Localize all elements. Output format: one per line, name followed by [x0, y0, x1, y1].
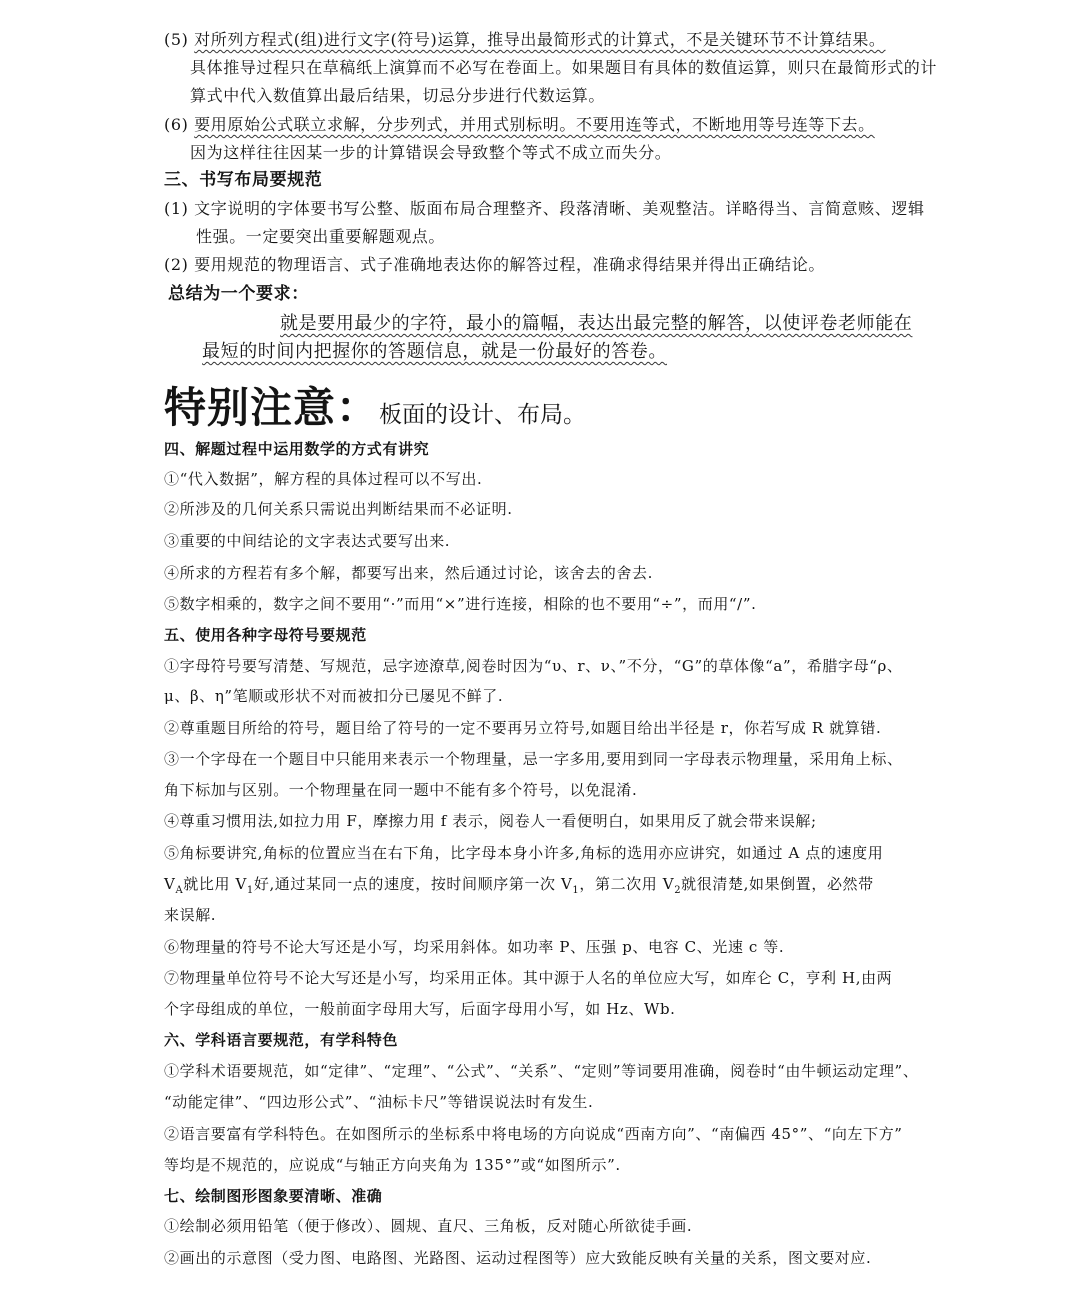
- section-6-line: ①学科术语要规范，如“定律”、“定理”、“公式”、“关系”、“定则”等词要用准确，阅卷时“由牛顿运动定理”、: [164, 1062, 919, 1080]
- section-7-heading: 七、绘制图形图象要清晰、准确: [164, 1187, 383, 1205]
- v-line-text: 就比用: [183, 875, 236, 893]
- section-3-item-2: [164, 255, 825, 275]
- section-3-item-1-text: 文字说明的字体要书写公整、版面布局合理整齐、段落清晰、美观整洁。详略得当、言简意赅、逻辑: [194, 199, 925, 218]
- section-3-item-1: [164, 199, 925, 219]
- summary-line-2: [202, 340, 667, 364]
- section-5-line: 来误解.: [164, 906, 217, 924]
- section-3-item-1-cont: 性强。一定要突出重要解题观点。: [196, 227, 446, 246]
- section-4-item: ②所涉及的几何关系只需说出判断结果而不必证明.: [164, 500, 513, 518]
- section-5-line: ④尊重习惯用法,如拉力用 F，摩擦力用 f 表示，阅卷人一看便明白，如果用反了就会带来误解;: [164, 812, 817, 830]
- section-7-line: ②画出的示意图（受力图、电路图、光路图、运动过程图等）应大致能反映有关量的关系，图文要对应.: [164, 1249, 872, 1267]
- item-6-detail: 因为这样往往因某一步的计算错误会导致整个等式不成立而失分。: [190, 143, 672, 162]
- v-line-text: ，第二次用: [579, 875, 663, 893]
- symbol-v: V: [164, 875, 176, 893]
- symbol-v: V: [662, 875, 675, 893]
- section-5-line: 角下标加与区别。一个物理量在同一题中不能有多个符号，以免混淆.: [164, 781, 638, 799]
- section-5-line: ⑦物理量单位符号不论大写还是小写，均采用正体。其中源于人名的单位应大写，如库仑 C，亨利 H,由两: [164, 969, 893, 987]
- section-5-line: ⑤角标要讲究,角标的位置应当在右下角，比字母本身小许多,角标的选用亦应讲究，如通过 A 点的速度用: [164, 844, 884, 862]
- summary-line-1: [280, 312, 912, 336]
- section-4-heading: 四、解题过程中运用数学的方式有讲究: [164, 440, 430, 458]
- section-6-line: “动能定律”、“四边形公式”、“油标卡尺”等错误说法时有发生.: [164, 1093, 594, 1111]
- section-3-heading: 三、书写布局要规范: [164, 170, 323, 190]
- item-5-detail-a: 具体推导过程只在草稿纸上演算而不必写在卷面上。如果题目有具体的数值运算，则只在最简形式的计: [190, 58, 938, 77]
- section-5-line: ⑥物理量的符号不论大写还是小写，均采用斜体。如功率 P、压强 p、电容 C、光速 c 等.: [164, 938, 785, 956]
- section-4-item: ①“代入数据”，解方程的具体过程可以不写出.: [164, 470, 483, 488]
- item-6-number: (6): [164, 115, 189, 134]
- item-6-text: 要用原始公式联立求解，分步列式，并用式别标明。不要用连等式，不断地用等号连等下去。: [194, 115, 875, 134]
- item-5-text: 对所列方程式(组)进行文字(符号)运算，推导出最简形式的计算式，不是关键环节不计算结果。: [194, 30, 886, 49]
- section-5-line: ①字母符号要写清楚、写规范，忌字迹潦草,阅卷时因为“υ、r、ν、”不分，“G”的草体像“a”，希腊字母“ρ、: [164, 657, 903, 675]
- v-line-text: 好,通过某同一点的速度，按时间顺序第一次: [253, 875, 561, 893]
- section-5-line: ③一个字母在一个题目中只能用来表示一个物理量，忌一字多用,要用到同一字母表示物理量，采用角上标、: [164, 750, 903, 768]
- subscript-2: 2: [674, 885, 682, 896]
- section-5-line: ②尊重题目所给的符号，题目给了符号的一定不要再另立符号,如题目给出半径是 r，你若写成 R 就算错.: [164, 719, 882, 737]
- section-5-line: 个字母组成的单位，一般前面字母用大写，后面字母用小写，如 Hz、Wb.: [164, 1000, 676, 1018]
- section-7-line: ①绘制必须用铅笔（便于修改）、圆规、直尺、三角板，反对随心所欲徒手画.: [164, 1217, 693, 1235]
- symbol-v: V: [235, 875, 247, 893]
- section-3-item-1-number: (1): [164, 199, 189, 218]
- section-4-item: ⑤数字相乘的，数字之间不要用“·”而用“×”进行连接，相除的也不要用“÷”，而用“/”.: [164, 595, 757, 613]
- section-5-v-line: [164, 874, 874, 901]
- section-4-item: ④所求的方程若有多个解，都要写出来，然后通过讨论，该舍去的舍去.: [164, 564, 653, 582]
- item-5-number: (5): [164, 30, 189, 49]
- item-6-line: [164, 115, 875, 135]
- section-3-item-2-number: (2): [164, 255, 189, 274]
- item-5-detail-b: 算式中代入数值算出最后结果，切忌分步进行代数运算。: [190, 86, 606, 105]
- special-note-subtitle: 板面的设计、布局。: [379, 402, 587, 428]
- symbol-v: V: [560, 875, 573, 893]
- special-note-title: 特别注意：: [164, 383, 380, 432]
- summary-line-1-text: 就是要用最少的字符，最小的篇幅，表达出最完整的解答，以使评卷老师能在: [280, 313, 913, 334]
- section-3-item-2-text: 要用规范的物理语言、式子准确地表达你的解答过程，准确求得结果并得出正确结论。: [194, 255, 825, 274]
- section-5-line: μ、β、η”笔顺或形状不对而被扣分已屡见不鲜了.: [164, 687, 504, 705]
- v-line-text: 就很清楚,如果倒置，必然带: [681, 875, 874, 893]
- summary-heading: 总结为一个要求：: [168, 284, 309, 304]
- section-5-heading: 五、使用各种字母符号要规范: [164, 626, 367, 644]
- section-4-item: ③重要的中间结论的文字表达式要写出来.: [164, 532, 451, 550]
- special-note: [164, 384, 586, 439]
- summary-line-2-text: 最短的时间内把握你的答题信息，就是一份最好的答卷。: [202, 341, 667, 362]
- section-6-heading: 六、学科语言要规范，有学科特色: [164, 1031, 399, 1049]
- item-5-line: [164, 30, 886, 50]
- subscript-a: A: [175, 885, 184, 896]
- section-6-line: 等均是不规范的，应说成“与轴正方向夹角为 135°”或“如图所示”.: [164, 1156, 621, 1174]
- subscript-1: 1: [572, 885, 580, 896]
- subscript-1: 1: [246, 885, 254, 896]
- section-6-line: ②语言要富有学科特色。在如图所示的坐标系中将电场的方向说成“西南方向”、“南偏西 45°”、“向左下方”: [164, 1125, 903, 1143]
